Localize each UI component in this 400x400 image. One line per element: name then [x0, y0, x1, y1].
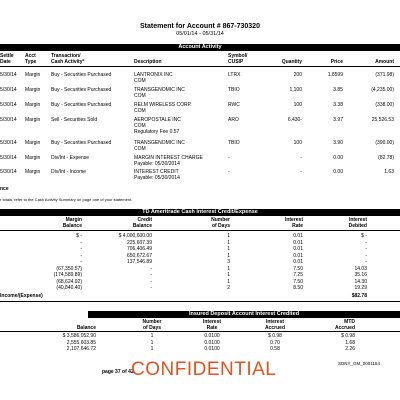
description: [134, 140, 185, 152]
quantity: 6,430-: [287, 117, 302, 123]
number-of-days: 1: [227, 278, 230, 285]
symbol: ARO: [228, 117, 239, 123]
amount: 25,526.53: [371, 117, 394, 123]
acct-type: Margin: [25, 140, 41, 146]
credit-balance: 650,672.67: [126, 252, 152, 259]
description: [134, 169, 180, 181]
interest-rate: 8.50: [293, 285, 303, 291]
transaction-type: Div/Int - Expense: [51, 155, 90, 161]
settle-date: 5/30/14: [0, 87, 17, 93]
number-of-days: 1: [227, 272, 230, 278]
margin-balance: (67,350.57): [56, 265, 82, 272]
acct-type: Margin: [25, 155, 41, 161]
margin-balance: (174,589.89): [53, 272, 82, 278]
margin-balance: (68,624.92): [56, 278, 82, 285]
description: [134, 155, 203, 167]
acct-type: Margin: [25, 72, 41, 78]
header-interest-debited: Interest Debited: [348, 217, 367, 229]
interest-rate: 0.01: [293, 246, 303, 252]
interest-debited: 14.03: [354, 265, 367, 272]
interest-debited: 19.29: [354, 285, 367, 291]
margin-balance: (40,840.40): [56, 285, 82, 291]
deposit-balance: $ 3,586,052.90: [62, 333, 96, 339]
header-transaction: Transaction/ Cash Activity*: [51, 53, 85, 65]
number-of-days: 1: [227, 246, 230, 252]
acct-type: Margin: [25, 102, 41, 108]
description-line: MARGIN INTEREST CHARGE: [134, 155, 203, 161]
header-number-of-days: Number of Days: [211, 217, 230, 229]
transaction-type: Buy - Securities Purchased: [51, 140, 112, 146]
number-of-days: 1: [227, 233, 230, 239]
quantity: 200: [293, 72, 302, 78]
deposit-accrued: 0.70: [270, 339, 280, 346]
margin-balance: -: [80, 259, 82, 265]
amount: (371.98): [375, 72, 394, 78]
quantity: 100: [293, 102, 302, 108]
cash-interest-total-value: $82.78: [351, 293, 367, 299]
deposit-rate: 0.0100: [204, 346, 220, 352]
account-activity-title: Account Activity: [178, 44, 222, 50]
cash-interest-total-divider: [0, 301, 400, 302]
settle-date: 5/30/14: [0, 72, 17, 78]
number-of-days: 1: [227, 239, 230, 246]
deposit-rate: 0.0100: [204, 339, 220, 346]
transaction-type: Buy - Securities Purchased: [51, 87, 112, 93]
header-price: Price: [330, 59, 343, 65]
deposit-accrued: $ 0.98: [268, 333, 282, 339]
deposit-days: 1: [150, 333, 154, 339]
price: 3.97: [333, 117, 343, 123]
price: 0.00: [333, 155, 343, 161]
margin-balance: $ -: [76, 233, 82, 239]
amount: (82.78): [378, 155, 394, 161]
cash-interest-header-divider: [0, 230, 400, 231]
bates-number: SDNY_GM_0001154: [338, 361, 380, 366]
cash-interest-total-label: Income/(Expense): [0, 293, 43, 299]
description-line: AEROPOSTALE INC: [134, 117, 181, 123]
statement-period: 05/01/14 - 05/31/14: [176, 31, 224, 37]
deposit-mtd: 2.26: [345, 346, 355, 352]
description-line: TRANSGENOMIC INC: [134, 140, 185, 146]
header-symbol: Symbol/ CUSIP: [228, 53, 248, 65]
description-line: INTEREST CREDIT: [134, 169, 179, 175]
quantity: -: [300, 169, 302, 175]
header-settle-date: Settle Date: [0, 53, 14, 65]
deposit-mtd: $ 0.98: [341, 333, 355, 339]
settle-date: 5/30/14: [0, 140, 17, 146]
cash-interest-header-bar: [0, 209, 400, 216]
interest-rate: 7.50: [293, 265, 303, 272]
description: [134, 72, 173, 84]
quantity: -: [300, 155, 302, 161]
header-interest-rate: Interest Rate: [284, 217, 303, 229]
deposit-interest-header-divider: [0, 331, 400, 332]
margin-balance: -: [80, 246, 82, 252]
interest-debited: -: [365, 239, 367, 246]
interest-rate: 0.01: [293, 233, 303, 239]
interest-debited: -: [365, 252, 367, 259]
description-line: Payable: 05/30/2014: [134, 161, 180, 167]
number-of-days: 3: [227, 259, 230, 265]
quantity: 100: [293, 140, 302, 146]
description-line: LANTRONIX INC: [134, 72, 173, 78]
settle-date: 5/30/14: [0, 117, 17, 123]
header-quantity: Quantity: [281, 59, 302, 65]
credit-balance: 225,607.39: [126, 239, 152, 246]
interest-debited: 35.16: [354, 272, 367, 278]
cash-interest-title: TD Ameritrade Cash Interest Credit/Expense: [142, 209, 258, 215]
deposit-balance: 2,555,603.85: [66, 339, 96, 346]
description-line: COM: [134, 108, 146, 114]
symbol: TBIO: [228, 140, 240, 146]
amount: (390.00): [375, 140, 394, 146]
description: [134, 102, 192, 114]
deposit-interest-header-bar: [88, 311, 400, 318]
acct-type: Margin: [25, 117, 41, 123]
activity-footer-label: nce: [0, 186, 9, 192]
amount: (4,235.00): [371, 87, 394, 93]
transaction-type: Sell - Securities Sold: [51, 117, 98, 123]
description: [134, 117, 181, 135]
transaction-type: Div/Int - Income: [51, 169, 87, 175]
header-deposit-accrued: Interest Accrued: [264, 319, 285, 331]
transaction-type: Buy - Securities Purchased: [51, 102, 112, 108]
header-credit-balance: Credit Balance: [132, 217, 152, 229]
interest-rate: 0.01: [293, 239, 303, 246]
symbol: -: [228, 155, 230, 161]
acct-type: Margin: [25, 169, 41, 175]
description-line: Payable: 05/30/2014: [134, 175, 180, 181]
header-deposit-mtd: MTD Accrued: [334, 319, 355, 331]
symbol: RWC: [228, 102, 240, 108]
price: 0.00: [333, 169, 343, 175]
deposit-days: 1: [150, 339, 154, 346]
price: 3.90: [333, 140, 343, 146]
deposit-balance: 2,107,646.72: [66, 346, 96, 352]
amount: 1.63: [384, 169, 394, 175]
credit-balance: -: [150, 278, 152, 285]
header-deposit-rate: Interest Rate: [202, 319, 222, 331]
description: [134, 87, 185, 99]
margin-balance: -: [80, 252, 82, 259]
number-of-days: 2: [227, 285, 230, 291]
credit-balance: -: [150, 272, 152, 278]
credit-balance: 137,546.89: [126, 259, 152, 265]
description-line: COM: [134, 123, 146, 129]
credit-balance: -: [150, 265, 152, 272]
header-deposit-balance: Balance: [76, 325, 96, 331]
interest-debited: 14.30: [354, 278, 367, 285]
description-line: TRANSGENOMIC INC: [134, 87, 185, 93]
description-line: COM: [134, 93, 146, 99]
amount: (338.00): [375, 102, 394, 108]
account-activity-header-bar: [0, 44, 400, 51]
interest-debited: $ -: [361, 233, 367, 239]
header-deposit-days: Number of Days: [142, 319, 162, 331]
deposit-rate: 0.0100: [204, 333, 220, 339]
interest-rate: 7.25: [293, 272, 303, 278]
deposit-days: 1: [150, 346, 154, 352]
interest-rate: 0.01: [293, 252, 303, 259]
transaction-type: Buy - Securities Purchased: [51, 72, 112, 78]
header-acct-type: Acct Type: [25, 53, 37, 65]
header-description: Description: [134, 59, 162, 65]
deposit-mtd: 1.68: [345, 339, 355, 346]
statement-title: Statement for Account # 867-730320: [140, 23, 260, 30]
interest-rate: 0.01: [293, 259, 303, 265]
price: 3.85: [333, 87, 343, 93]
activity-header-divider: [0, 66, 400, 67]
activity-footnote: r totals, refer to the Cash Activity Summary on page one of your statement.: [0, 197, 133, 202]
deposit-interest-title: Insured Deposit Account Interest Credited: [188, 311, 300, 317]
confidential-stamp: CONFIDENTIAL: [131, 359, 277, 380]
settle-date: 5/30/14: [0, 169, 17, 175]
symbol: -: [228, 169, 230, 175]
credit-balance: 706,406.49: [126, 246, 152, 252]
settle-date: 5/30/14: [0, 102, 17, 108]
number-of-days: 1: [227, 252, 230, 259]
price: 1.8599: [327, 72, 343, 78]
price: 3.38: [333, 102, 343, 108]
header-amount: Amount: [375, 59, 394, 65]
description-line: COM: [134, 146, 146, 152]
number-of-days: 1: [227, 265, 230, 272]
page-number: page 37 of 42: [102, 369, 134, 375]
credit-balance: -: [150, 285, 152, 291]
settle-date: 5/30/14: [0, 155, 17, 161]
description-line: Regulatory Fee 0.57: [134, 129, 180, 135]
interest-debited: -: [365, 246, 367, 252]
description-line: COM: [134, 78, 146, 84]
description-line: RELM WIRELESS CORP.: [134, 102, 192, 108]
acct-type: Margin: [25, 87, 41, 93]
symbol: TBIO: [228, 87, 240, 93]
credit-balance: $ 4,000,600.00: [118, 233, 152, 239]
header-margin-balance: Margin Balance: [62, 217, 82, 229]
symbol: LTRX: [228, 72, 241, 78]
interest-debited: -: [365, 259, 367, 265]
margin-balance: -: [80, 239, 82, 246]
interest-rate: 7.50: [293, 278, 303, 285]
quantity: 1,100: [289, 87, 302, 93]
deposit-accrued: 0.58: [270, 346, 280, 352]
